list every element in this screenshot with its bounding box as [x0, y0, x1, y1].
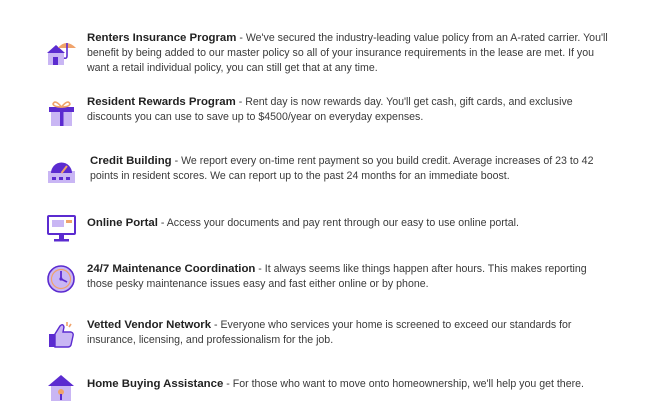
feature-description: We've secured the industry-leading value policy from an A-rated carrier. You'll benefit by being added to our master policy so all of your insurance requirements in the lease are met. If you want a retail individual policy, you can still get that at any time. — [87, 32, 608, 74]
feature-description: Access your documents and pay rent through our easy to use online portal. — [166, 217, 519, 229]
feature-title: Home Buying Assistance — [87, 378, 224, 390]
feature-item-online-portal — [44, 211, 610, 245]
feature-description: For those who want to move onto homeownership, we'll help you get there. — [232, 378, 584, 390]
feature-title: Resident Rewards Program — [87, 96, 236, 108]
feature-title: Vetted Vendor Network — [87, 319, 212, 331]
feature-item-renters-insurance — [44, 31, 610, 76]
umbrella-house-icon — [44, 36, 78, 70]
clock-icon — [44, 262, 78, 296]
credit-gauge-icon — [44, 155, 78, 189]
home-key-icon — [44, 371, 78, 405]
feature-item-credit-building — [44, 154, 610, 189]
feature-text: Online Portal - Access your documents and pay rent through our easy to use online portal. — [87, 217, 519, 229]
feature-item-vendor-network — [44, 318, 610, 352]
feature-description: We report every on-time rent payment so you build credit. Average increases of 23 to 42 points in resident scores. We can report up to the past 24 months for an immediate boost. — [90, 155, 594, 182]
feature-text: Vetted Vendor Network - Everyone who services your home is screened to exceed our standards for insurance, licensing, and professionalism for the job. — [87, 319, 572, 346]
feature-description: Rent day is now rewards day. You'll get cash, gift cards, and exclusive discounts you can use to save up to $4500/year on everyday expenses. — [87, 96, 573, 123]
computer-monitor-icon — [44, 211, 78, 245]
feature-item-resident-rewards — [44, 95, 610, 131]
feature-title: Credit Building — [90, 155, 172, 167]
feature-item-maintenance — [44, 262, 610, 296]
feature-title: Renters Insurance Program — [87, 32, 237, 44]
feature-text: Renters Insurance Program - We've secured the industry-leading value policy from an A-rated carrier. You'll benefit by being added to our master policy so all of your insurance requirements in the lease are met. If you want a retail individual policy, you can still get that at any time. — [87, 32, 608, 74]
feature-text: Credit Building - We report every on-time rent payment so you build credit. Average increases of 23 to 42 points in resident scores. We can report up to the past 24 months for an immediate boost. — [90, 155, 594, 182]
feature-text: Home Buying Assistance - For those who want to move onto homeownership, we'll help you get there. — [87, 378, 584, 390]
feature-description: Everyone who services your home is screened to exceed our standards for insurance, licensing, and professionalism for the job. — [87, 319, 572, 346]
feature-text: 24/7 Maintenance Coordination - It always seems like things happen after hours. This makes reporting those pesky maintenance issues easy and fast either online or by phone. — [87, 263, 587, 290]
feature-title: 24/7 Maintenance Coordination — [87, 263, 256, 275]
feature-text: Resident Rewards Program - Rent day is now rewards day. You'll get cash, gift cards, and exclusive discounts you can use to save up to $4500/year on everyday expenses. — [87, 96, 573, 123]
feature-description: It always seems like things happen after hours. This makes reporting those pesky maintenance issues easy and fast either online or by phone. — [87, 263, 587, 290]
thumbs-up-icon — [44, 318, 78, 352]
feature-item-home-buying — [44, 371, 610, 405]
gift-box-icon — [44, 97, 78, 131]
feature-title: Online Portal — [87, 217, 158, 229]
